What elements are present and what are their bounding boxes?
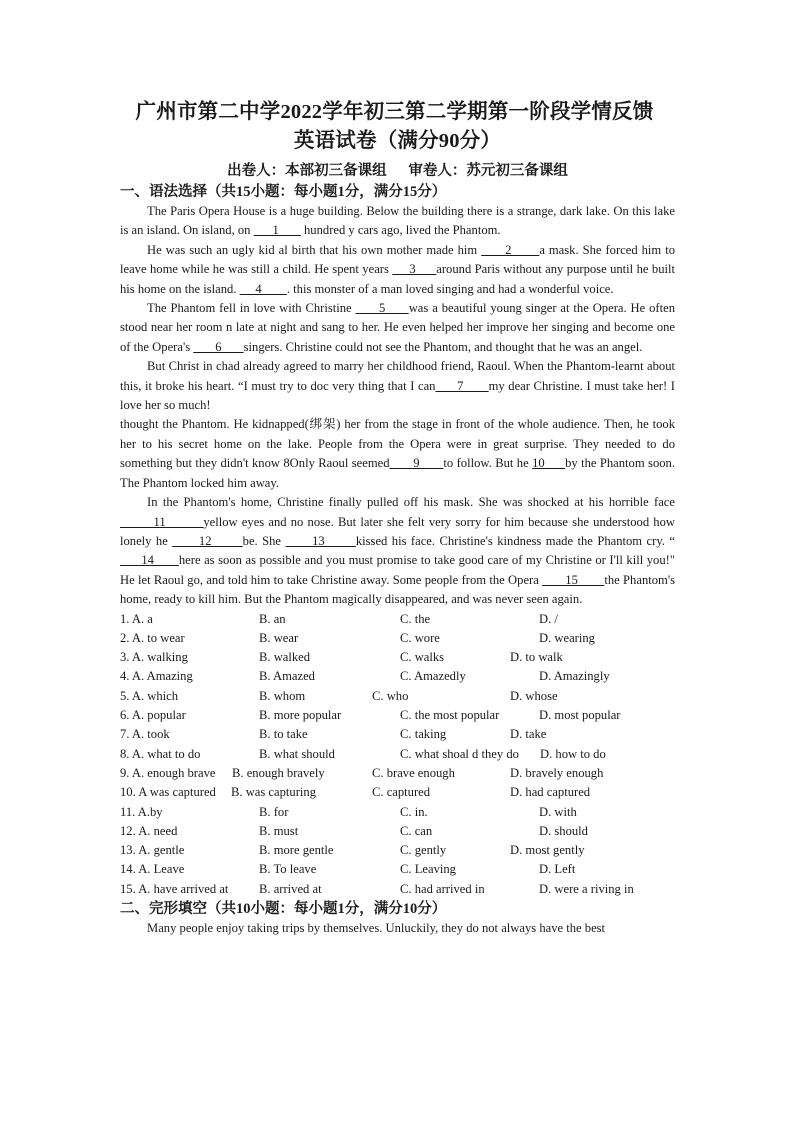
paragraph-text: yellow eyes and no nose. But later she felt very sorry for him because she understood how lonely he (120, 514, 675, 548)
passage-paragraph (120, 241, 675, 299)
cloze-intro: Many people enjoy taking trips by themselves. Unluckily, they do not always have the best (147, 920, 606, 935)
option-b: B. to take (259, 727, 308, 742)
option-b: B. Amazed (259, 669, 315, 684)
option-d: D. should (539, 823, 588, 838)
paragraph-text: But Christ in chad already agreed to marry her childhood friend, Raoul. When the Phantom-learnt about this, it broke his heart. “I must try to doc very thing that I can (120, 359, 675, 393)
option-row (120, 880, 675, 899)
blank-6: 6 (193, 339, 244, 354)
option-d: D. / (539, 611, 558, 626)
passage-paragraph (120, 357, 675, 415)
option-a: 15. A. have arrived at (120, 881, 229, 896)
option-a: 5. A. which (120, 688, 179, 703)
option-a: 7. A. took (120, 727, 170, 742)
option-d: D. had captured (510, 785, 591, 800)
option-b: B. enough bravely (232, 765, 325, 780)
option-c: C. walks (400, 650, 445, 665)
paragraph-text: to follow. But he (443, 456, 533, 471)
option-d: D. take (510, 727, 547, 742)
option-a: 10. A was captured (120, 785, 216, 800)
paragraph-text: The Phantom fell in love with Christine (147, 301, 356, 316)
option-c: C. brave enough (372, 765, 455, 780)
blank-15: 15 (542, 572, 605, 587)
paragraph-text: In the Phantom's home, Christine finally pulled off his mask. She was shocked at his horrible face (147, 495, 675, 510)
option-c: C. what shoal d they do (400, 746, 519, 761)
option-d: D. were a riving in (539, 881, 634, 896)
option-b: B. more popular (259, 708, 342, 723)
option-a: 4. A. Amazing (120, 669, 193, 684)
option-row (120, 803, 675, 822)
option-a: 11. A.by (120, 804, 163, 819)
passage-paragraph (120, 415, 675, 493)
option-a: 1. A. a (120, 611, 153, 626)
option-b: B. was capturing (231, 785, 316, 800)
option-b: B. what should (259, 746, 335, 761)
paragraph-text: hundred y cars ago, lived the Phantom. (300, 223, 501, 238)
blank-1: 1 (253, 223, 301, 238)
blank-12: 12 (172, 533, 243, 548)
option-row (120, 745, 675, 764)
option-a: 12. A. need (120, 823, 178, 838)
blank-4: 4 (239, 281, 287, 296)
option-a: 3. A. walking (120, 650, 188, 665)
option-a: 9. A. enough brave (120, 765, 216, 780)
option-c: C. in. (400, 804, 428, 819)
option-c: C. Amazedly (400, 669, 466, 684)
option-row (120, 667, 675, 686)
option-b: B. for (259, 804, 289, 819)
option-b: B. arrived at (259, 881, 322, 896)
paragraph-text: a mask. She forced him to leave home while he was still a child. He spent years (120, 242, 675, 277)
option-d: D. how to do (540, 746, 606, 761)
option-row (120, 648, 675, 667)
option-row (120, 764, 675, 783)
blank-9: 9 (389, 456, 444, 471)
blank-13: 13 (285, 533, 356, 548)
exam-title-line2: 英语试卷（满分90分） (293, 130, 502, 152)
exam-authors: 出卷人：本部初三备课组 审卷人：苏元初三备课组 (227, 163, 568, 179)
option-b: B. whom (259, 688, 306, 703)
passage-paragraph (120, 202, 675, 241)
option-row (120, 841, 675, 860)
option-c: C. the (400, 611, 431, 626)
option-c: C. captured (372, 785, 431, 800)
blank-5: 5 (355, 301, 409, 316)
paragraph-text: here as soon as possible and you must promise to take good care of my Christine or I'll kill you!" He let Raoul go, and told him to take Christine away. Some people from the Opera (120, 553, 675, 587)
option-c: C. the most popular (400, 708, 500, 723)
blank-14: 14 (120, 553, 179, 568)
option-b: B. wear (259, 630, 299, 645)
option-a: 8. A. what to do (120, 746, 201, 761)
option-row (120, 610, 675, 629)
paragraph-text: my dear Christine. I must take her! I love her so much! (120, 378, 675, 413)
option-row (120, 706, 675, 725)
paragraph-text: be. She (242, 533, 286, 548)
section-grammar-heading: 一、语法选择（共15小题：每小题1分，满分15分） (120, 184, 447, 200)
option-row (120, 629, 675, 648)
exam-page (120, 98, 675, 938)
paragraph-text: The Paris Opera House is a huge building. Below the building there is a strange, dark lake. On this lake is an island. On island, on (120, 204, 675, 238)
option-d: D. bravely enough (510, 765, 604, 780)
paragraph-text: the Phantom's home, ready to kill him. But the Phantom magically disappeared, and was never seen again. (120, 572, 676, 607)
paragraph-text: . this monster of a man loved singing and had a wonderful voice. (286, 281, 614, 296)
option-c: C. had arrived in (400, 881, 485, 896)
option-a: 14. A. Leave (120, 862, 185, 877)
option-c: C. taking (400, 727, 447, 742)
blank-3: 3 (392, 262, 437, 277)
exam-title-line1: 广州市第二中学2022学年初三第二学期第一阶段学情反馈 (135, 101, 654, 123)
option-d: D. most gently (510, 843, 585, 858)
passage-paragraph (120, 299, 675, 357)
paragraph-text: by the Phantom soon. The Phantom locked him away. (120, 456, 675, 490)
option-d: D. most popular (539, 708, 621, 723)
paragraph-text: thought the Phantom. He kidnapped(绑架) her from the stage in front of the whole audience. Then, he took her to his secret home on the lake. People from the Opera were in great surprise. They needed to do something but they didn't know 8Only Raoul seemed (120, 417, 675, 471)
option-c: C. wore (400, 630, 440, 645)
option-a: 13. A. gentle (120, 843, 185, 858)
option-d: D. to walk (510, 650, 563, 665)
paragraph-text: kissed his face. Christine's kindness made the Phantom cry. “ (355, 533, 675, 548)
option-a: 6. A. popular (120, 708, 186, 723)
option-b: B. more gentle (259, 843, 334, 858)
option-d: D. Amazingly (539, 669, 610, 684)
option-b: B. an (259, 611, 286, 626)
option-c: C. gently (400, 843, 447, 858)
blank-10: 10 (532, 456, 566, 471)
paragraph-text: around Paris without any purpose until he built his home on the island. (120, 262, 675, 296)
option-d: D. Left (539, 862, 576, 877)
option-d: D. with (539, 804, 577, 819)
paragraph-text: He was such an ugly kid al birth that his own mother made him (147, 242, 482, 257)
paragraph-text: was a beautiful young singer at the Opera. He often stood near her room n late at night and sang to her. He even helped her improve her singing and become one of the Opera's (120, 301, 676, 354)
blank-2: 2 (481, 242, 540, 257)
option-row (120, 822, 675, 841)
option-row (120, 860, 675, 879)
option-c: C. Leaving (400, 862, 456, 877)
option-row (120, 687, 675, 706)
option-c: C. can (400, 823, 433, 838)
option-b: B. To leave (259, 862, 317, 877)
paragraph-text: singers. Christine could not see the Phantom, and thought that he was an angel. (243, 339, 643, 354)
option-b: B. walked (259, 650, 311, 665)
option-d: D. wearing (539, 630, 595, 645)
section-cloze-heading: 二、完形填空（共10小题：每小题1分，满分10分） (120, 900, 447, 917)
blank-11: 11 (120, 514, 204, 529)
option-row (120, 725, 675, 744)
option-d: D. whose (510, 688, 558, 703)
option-b: B. must (259, 823, 299, 838)
answer-options (120, 610, 675, 899)
passage-paragraph (120, 493, 675, 609)
blank-7: 7 (435, 378, 489, 393)
option-row (120, 783, 675, 802)
option-c: C. who (372, 688, 409, 703)
option-a: 2. A. to wear (120, 630, 185, 645)
